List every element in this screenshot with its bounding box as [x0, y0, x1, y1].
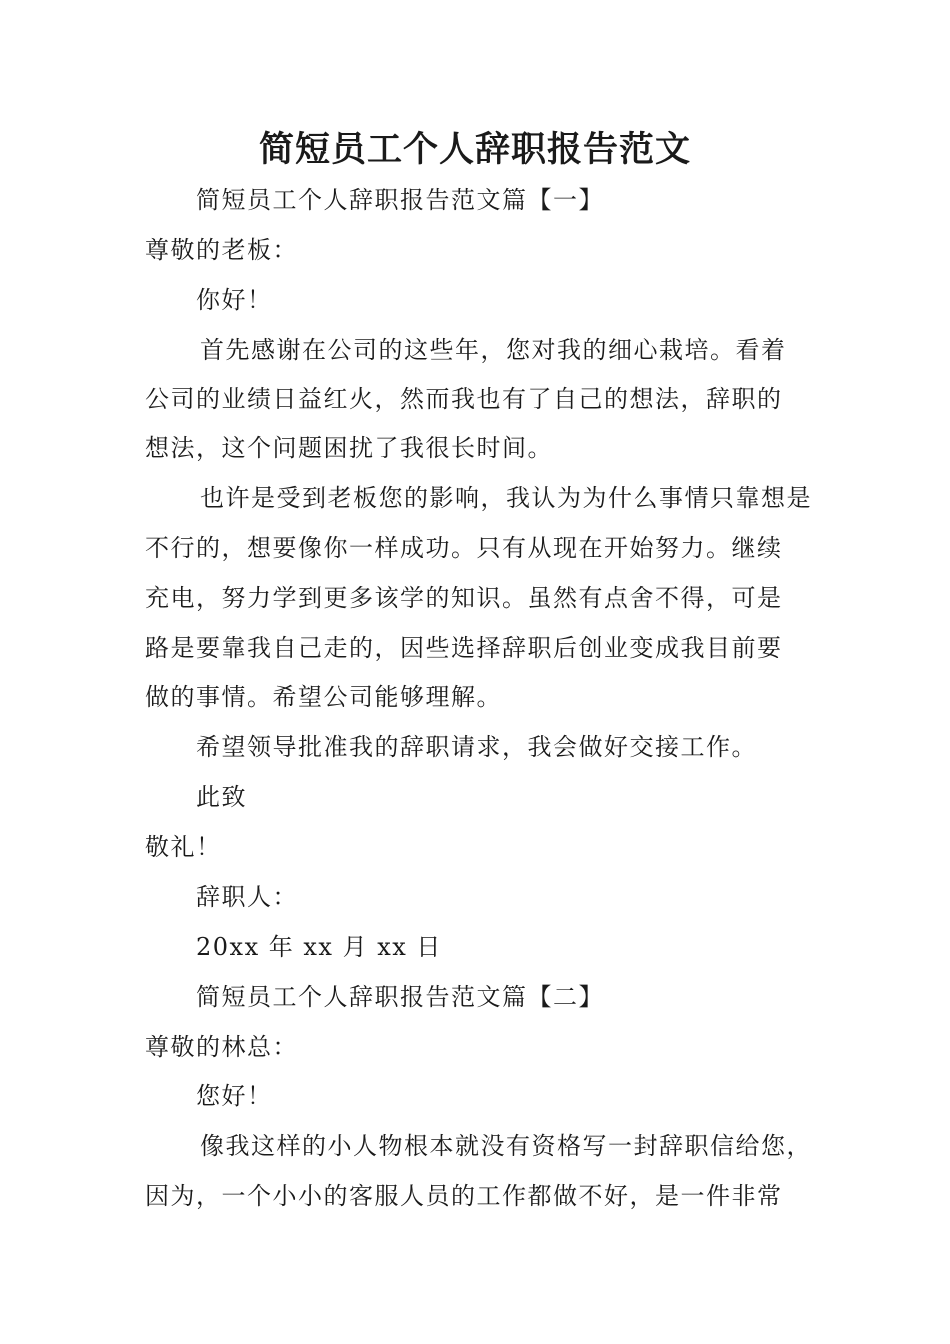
- paragraph-line: 做的事情。希望公司能够理解。: [145, 683, 502, 711]
- paragraph-line: 希望领导批准我的辞职请求，我会做好交接工作。: [196, 733, 757, 761]
- closing-salute: 敬礼！: [145, 833, 222, 861]
- greeting: 您好！: [196, 1082, 273, 1110]
- paragraph-line: 充电，努力学到更多该学的知识。虽然有点舍不得，可是: [145, 584, 783, 612]
- salutation: 尊敬的老板：: [145, 236, 298, 264]
- paragraph-line: 想法，这个问题困扰了我很长时间。: [145, 434, 553, 462]
- paragraph-line: 路是要靠我自己走的，因些选择辞职后创业变成我目前要: [145, 634, 783, 662]
- greeting: 你好！: [196, 286, 273, 314]
- section-heading-1: 简短员工个人辞职报告范文篇【一】: [196, 186, 604, 214]
- paragraph-line: 因为，一个小小的客服人员的工作都做不好，是一件非常: [145, 1182, 783, 1210]
- section-heading-2: 简短员工个人辞职报告范文篇【二】: [196, 983, 604, 1011]
- paragraph-line: 首先感谢在公司的这些年，您对我的细心栽培。看着: [200, 336, 787, 364]
- closing-line: 此致: [196, 783, 247, 811]
- paragraph-line: 也许是受到老板您的影响，我认为为什么事情只靠想是: [200, 484, 812, 512]
- date-line: 20xx 年 xx 月 xx 日: [196, 933, 442, 961]
- paragraph-line: 公司的业绩日益红火，然而我也有了自己的想法，辞职的: [145, 385, 783, 413]
- salutation: 尊敬的林总：: [145, 1033, 298, 1061]
- signature-label: 辞职人：: [196, 883, 298, 911]
- paragraph-line: 不行的，想要像你一样成功。只有从现在开始努力。继续: [145, 534, 783, 562]
- document-title: 简短员工个人辞职报告范文: [258, 129, 691, 170]
- paragraph-line: 像我这样的小人物根本就没有资格写一封辞职信给您，: [200, 1132, 812, 1160]
